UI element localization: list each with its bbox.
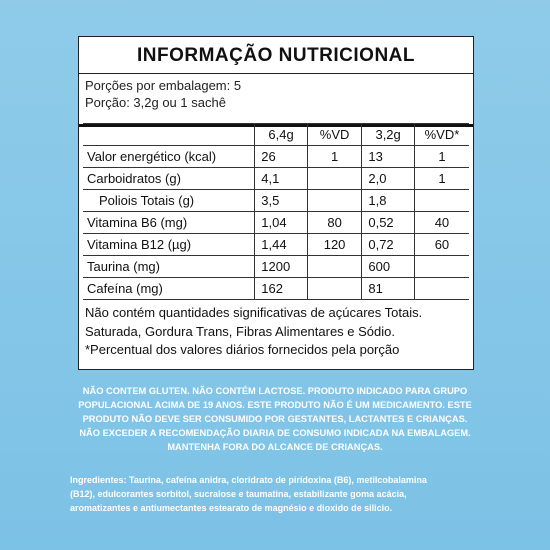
nutrient-name: Valor energético (kcal): [83, 146, 255, 168]
warning-line: NÃO CONTEM GLUTEN. NÃO CONTÉM LACTOSE. PRODUTO INDICADO PARA GRUPO: [82, 386, 468, 396]
vd-6-4g: [307, 278, 362, 300]
footnote-line-2: Saturada, Gordura Trans, Fibras Alimentares e Sódio.: [85, 324, 395, 339]
vd-3-2g: [414, 190, 469, 212]
serving-size: Porção: 3,2g ou 1 sachê: [85, 95, 226, 110]
ingredients-line: (B12), edulcorantes sorbitol, sucralose e taumatina, estabilizante goma acácia,: [70, 489, 407, 499]
warning-line: NÃO EXCEDER A RECOMENDAÇÃO DIARIA DE CONSUMO INDICADA NA EMBALAGEM.: [79, 428, 471, 438]
value-3-2g: 1,8: [362, 190, 415, 212]
ingredients-line: Ingredientes: Taurina, cafeína anidra, cloridrato de piridoxina (B6), metilcobalamina: [70, 475, 427, 485]
vd-3-2g: 60: [414, 234, 469, 256]
ingredients-text: [70, 473, 490, 515]
table-row: [83, 212, 469, 234]
title-divider: [79, 73, 473, 74]
table-row: [83, 146, 469, 168]
vd-3-2g: [414, 256, 469, 278]
vd-3-2g: 40: [414, 212, 469, 234]
nutrient-name: Vitamina B12 (µg): [83, 234, 255, 256]
warning-line: MANTENHA FORA DO ALCANCE DE CRIANÇAS.: [167, 442, 383, 452]
table-row: [83, 278, 469, 300]
vd-6-4g: [307, 256, 362, 278]
warning-line: POPULACIONAL ACIMA DE 19 ANOS. ESTE PRODUTO NÃO É UM MEDICAMENTO. ESTE: [78, 400, 472, 410]
value-6-4g: 1,44: [255, 234, 308, 256]
nutrient-name: Vitamina B6 (mg): [83, 212, 255, 234]
value-6-4g: 162: [255, 278, 308, 300]
nutrient-name: Taurina (mg): [83, 256, 255, 278]
vd-6-4g: [307, 168, 362, 190]
nutrient-name: Poliois Totais (g): [83, 190, 255, 212]
servings-per-package: Porções por embalagem: 5: [85, 78, 242, 93]
value-6-4g: 3,5: [255, 190, 308, 212]
header-6-4g: 6,4g: [255, 124, 308, 146]
header-blank: [83, 124, 255, 146]
value-6-4g: 1200: [255, 256, 308, 278]
table-row: [83, 256, 469, 278]
vd-3-2g: 1: [414, 146, 469, 168]
nutrition-facts-panel: [78, 36, 474, 370]
vd-3-2g: 1: [414, 168, 469, 190]
table-row: [83, 168, 469, 190]
value-6-4g: 1,04: [255, 212, 308, 234]
table-header-row: [83, 124, 469, 146]
nutrient-name: Cafeína (mg): [83, 278, 255, 300]
value-3-2g: 13: [362, 146, 415, 168]
value-3-2g: 81: [362, 278, 415, 300]
vd-6-4g: 1: [307, 146, 362, 168]
table-row: [83, 190, 469, 212]
nutrient-name: Carboidratos (g): [83, 168, 255, 190]
header-3-2g: 3,2g: [362, 124, 415, 146]
ingredients-line: aromatizantes e antiumectantes estearato de magnésio e dioxido de silicio.: [70, 503, 393, 513]
header-vd-2: %VD*: [414, 124, 469, 146]
table-row: [83, 234, 469, 256]
value-3-2g: 2,0: [362, 168, 415, 190]
value-3-2g: 0,72: [362, 234, 415, 256]
value-3-2g: 600: [362, 256, 415, 278]
value-6-4g: 26: [255, 146, 308, 168]
value-6-4g: 4,1: [255, 168, 308, 190]
value-3-2g: 0,52: [362, 212, 415, 234]
panel-title: INFORMAÇÃO NUTRICIONAL: [136, 45, 416, 66]
vd-6-4g: [307, 190, 362, 212]
vd-3-2g: [414, 278, 469, 300]
warning-line: PRODUTO NÃO DEVE SER CONSUMIDO POR GESTANTES, LACTANTES E CRIANÇAS.: [82, 414, 468, 424]
nutrition-table: [83, 123, 469, 300]
header-vd-1: %VD: [307, 124, 362, 146]
vd-6-4g: 120: [307, 234, 362, 256]
footnote-line-3: *Percentual dos valores diários fornecidos pela porção: [85, 342, 400, 357]
footnote-line-1: Não contém quantidades significativas de açúcares Totais.: [85, 305, 423, 320]
vd-6-4g: 80: [307, 212, 362, 234]
warning-text: [40, 384, 510, 454]
